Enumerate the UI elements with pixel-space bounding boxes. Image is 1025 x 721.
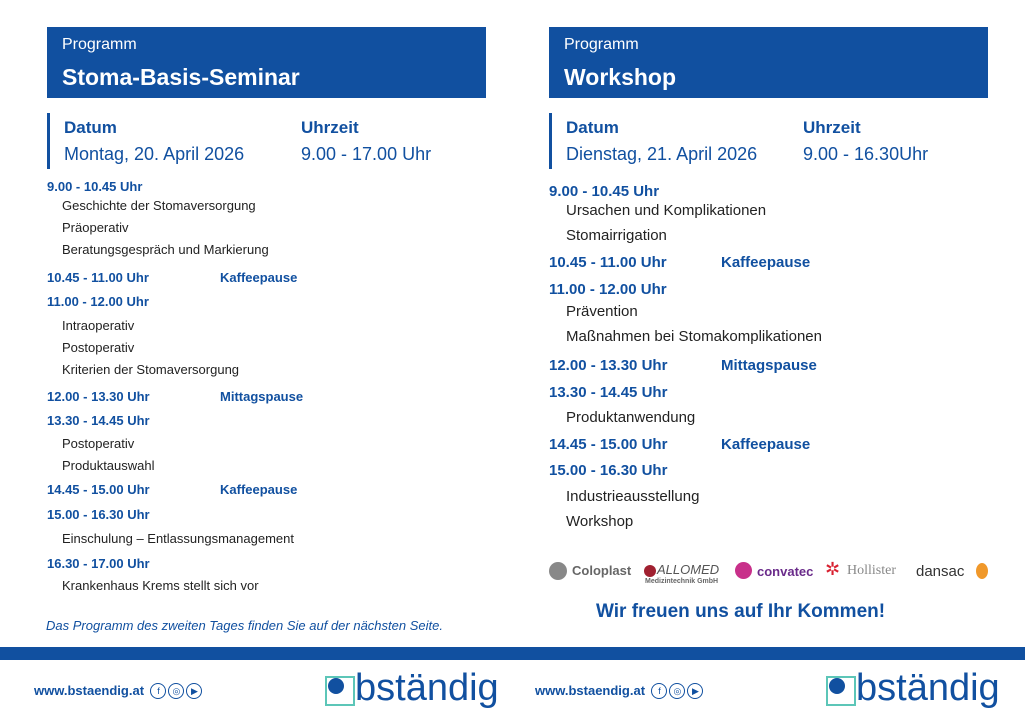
divider xyxy=(549,113,552,169)
right-header xyxy=(549,27,988,98)
schedule-time: 13.30 - 14.45 Uhr xyxy=(47,413,150,428)
uhrzeit-value: 9.00 - 16.30Uhr xyxy=(803,144,929,164)
schedule-item: Produktauswahl xyxy=(62,458,155,473)
schedule-item: Maßnahmen bei Stomakomplikationen xyxy=(566,328,822,345)
uhrzeit-label: Uhrzeit xyxy=(803,118,861,137)
sponsor-hollister: Hollister xyxy=(847,563,896,578)
sponsor-allomed: ALLOMED xyxy=(657,562,720,577)
datum-label: Datum xyxy=(64,118,117,137)
schedule-break: Mittagspause xyxy=(721,357,817,374)
footer-band xyxy=(0,647,1025,660)
schedule-item: Ursachen und Komplikationen xyxy=(566,202,767,219)
datum-value: Montag, 20. April 2026 xyxy=(64,144,245,164)
schedule-item: Produktanwendung xyxy=(566,409,696,426)
divider xyxy=(47,113,50,169)
sponsor-allomed-sub: Medizintechnik GmbH xyxy=(645,578,719,585)
header-title: Stoma-Basis-Seminar xyxy=(62,64,300,90)
schedule-time: 15.00 - 16.30 Uhr xyxy=(549,462,668,479)
uhrzeit-value: 9.00 - 17.00 Uhr xyxy=(301,144,432,164)
schedule-time: 12.00 - 13.30 Uhr xyxy=(549,357,668,374)
schedule-break: Kaffeepause xyxy=(721,436,811,453)
left-header xyxy=(47,27,486,98)
schedule-time: 10.45 - 11.00 Uhr xyxy=(549,254,667,271)
sponsor-dansac: dansac xyxy=(916,563,965,580)
facebook-icon[interactable]: f xyxy=(651,683,667,699)
website-link[interactable]: www.bstaendig.at xyxy=(34,683,145,698)
sponsor-coloplast: Coloplast xyxy=(572,563,632,578)
schedule-break: Kaffeepause xyxy=(220,270,298,285)
schedule-item: Industrieausstellung xyxy=(566,488,700,505)
closing-text: Wir freuen uns auf Ihr Kommen! xyxy=(596,601,886,622)
schedule-time: 14.45 - 15.00 Uhr xyxy=(549,436,668,453)
schedule-item: Postoperativ xyxy=(62,436,135,451)
schedule-time: 14.45 - 15.00 Uhr xyxy=(47,482,150,497)
website-link[interactable]: www.bstaendig.at xyxy=(535,683,646,698)
schedule-item: Einschulung – Entlassungsmanagement xyxy=(62,531,294,546)
header-title: Workshop xyxy=(564,64,677,90)
schedule-time: 12.00 - 13.30 Uhr xyxy=(47,389,150,404)
schedule-item: Stomairrigation xyxy=(566,227,667,244)
schedule-time: 13.30 - 14.45 Uhr xyxy=(549,384,668,401)
sponsor-convatec: convatec xyxy=(757,564,814,579)
schedule-time: 9.00 - 10.45 Uhr xyxy=(47,179,143,194)
youtube-icon[interactable]: ▶ xyxy=(186,683,202,699)
schedule-time: 10.45 - 11.00 Uhr xyxy=(47,270,149,285)
facebook-icon[interactable]: f xyxy=(150,683,166,699)
schedule-item: Beratungsgespräch und Markierung xyxy=(62,242,269,257)
convatec-icon xyxy=(735,562,752,579)
schedule-time: 11.00 - 12.00 Uhr xyxy=(47,294,149,309)
schedule-item: Präoperativ xyxy=(62,220,129,235)
hollister-icon: ✲ xyxy=(825,559,841,579)
allomed-icon xyxy=(644,565,656,577)
datum-value: Dienstag, 21. April 2026 xyxy=(566,144,758,164)
schedule-time: 15.00 - 16.30 Uhr xyxy=(47,507,150,522)
youtube-icon[interactable]: ▶ xyxy=(687,683,703,699)
schedule-break: Mittagspause xyxy=(220,389,304,404)
datum-label: Datum xyxy=(566,118,619,137)
schedule-time: 11.00 - 12.00 Uhr xyxy=(549,281,667,298)
footer-left xyxy=(34,682,202,700)
next-page-note: Das Programm des zweiten Tages finden Sie auf der nächsten Seite. xyxy=(46,618,443,633)
schedule-item: Krankenhaus Krems stellt sich vor xyxy=(62,578,259,593)
instagram-icon[interactable]: ◎ xyxy=(669,683,685,699)
footer-right xyxy=(535,682,703,700)
header-subtitle: Programm xyxy=(62,36,137,53)
schedule-time: 9.00 - 10.45 Uhr xyxy=(549,183,660,200)
coloplast-icon xyxy=(549,562,567,580)
dansac-icon xyxy=(976,563,988,579)
schedule-item: Intraoperativ xyxy=(62,318,135,333)
uhrzeit-label: Uhrzeit xyxy=(301,118,359,137)
schedule-break: Kaffeepause xyxy=(220,482,298,497)
schedule-item: Postoperativ xyxy=(62,340,135,355)
header-subtitle: Programm xyxy=(564,36,639,53)
schedule-item: Geschichte der Stomaversorgung xyxy=(62,198,256,213)
instagram-icon[interactable]: ◎ xyxy=(168,683,184,699)
schedule-time: 16.30 - 17.00 Uhr xyxy=(47,556,150,571)
schedule-item: Kriterien der Stomaversorgung xyxy=(62,362,240,377)
schedule-item: Workshop xyxy=(566,513,634,530)
schedule-item: Prävention xyxy=(566,303,638,320)
schedule-break: Kaffeepause xyxy=(721,254,811,271)
